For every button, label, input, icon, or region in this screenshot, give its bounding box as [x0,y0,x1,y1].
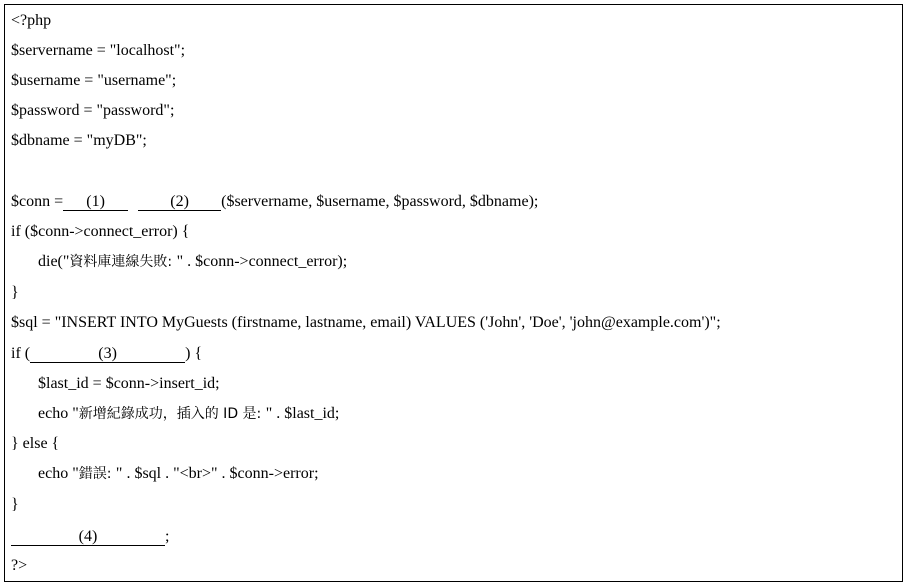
conn-line [11,192,538,212]
username-line: $username = "username"; [11,72,177,89]
if-query-line [11,344,202,364]
sql-line: $sql = "INSERT INTO MyGuests (firstname, lastname, email) VALUES ('John', 'Doe', 'john@example.com')"; [11,314,721,331]
password-line: $password = "password"; [11,102,175,119]
servername-line: $servername = "localhost"; [11,42,186,59]
die-line [38,252,347,272]
echo-success-message: 新增紀錄成功，插入的 ID 是: [78,406,266,422]
close-brace-1: } [11,284,19,301]
php-open-tag: <?php [11,12,52,29]
conn-prefix: $conn = [11,193,64,210]
echo-error-line [38,464,319,484]
die-prefix: die(" [38,253,70,270]
conn-suffix: ($servername, $username, $password, $dbname); [221,193,539,210]
php-close-tag: ?> [11,557,28,574]
if-query-prefix: if ( [11,345,31,362]
echo-error-suffix: " . $sql . "<br>" . $conn->error; [115,465,319,482]
echo-success-suffix: " . $last_id; [265,405,340,422]
close-brace-2: } [11,496,19,513]
blank-4[interactable]: (4) [11,528,165,546]
blank-3[interactable]: (3) [30,345,185,363]
else-line: } else { [11,435,60,452]
if-connect-error-line: if ($conn->connect_error) { [11,223,190,240]
echo-error-prefix: echo " [38,465,79,482]
die-message: 資料庫連線失敗: [69,254,177,270]
last-id-line: $last_id = $conn->insert_id; [38,375,220,392]
echo-error-message: 錯誤: [78,466,116,482]
die-suffix: " . $conn->connect_error); [176,253,348,270]
blank-4-line [11,527,169,547]
blank-2[interactable]: (2) [138,193,221,211]
echo-success-line [38,404,339,424]
blank-4-suffix: ; [165,528,170,545]
blank-1[interactable]: (1) [63,193,128,211]
if-query-suffix: ) { [185,345,203,362]
echo-success-prefix: echo " [38,405,79,422]
dbname-line: $dbname = "myDB"; [11,132,147,149]
